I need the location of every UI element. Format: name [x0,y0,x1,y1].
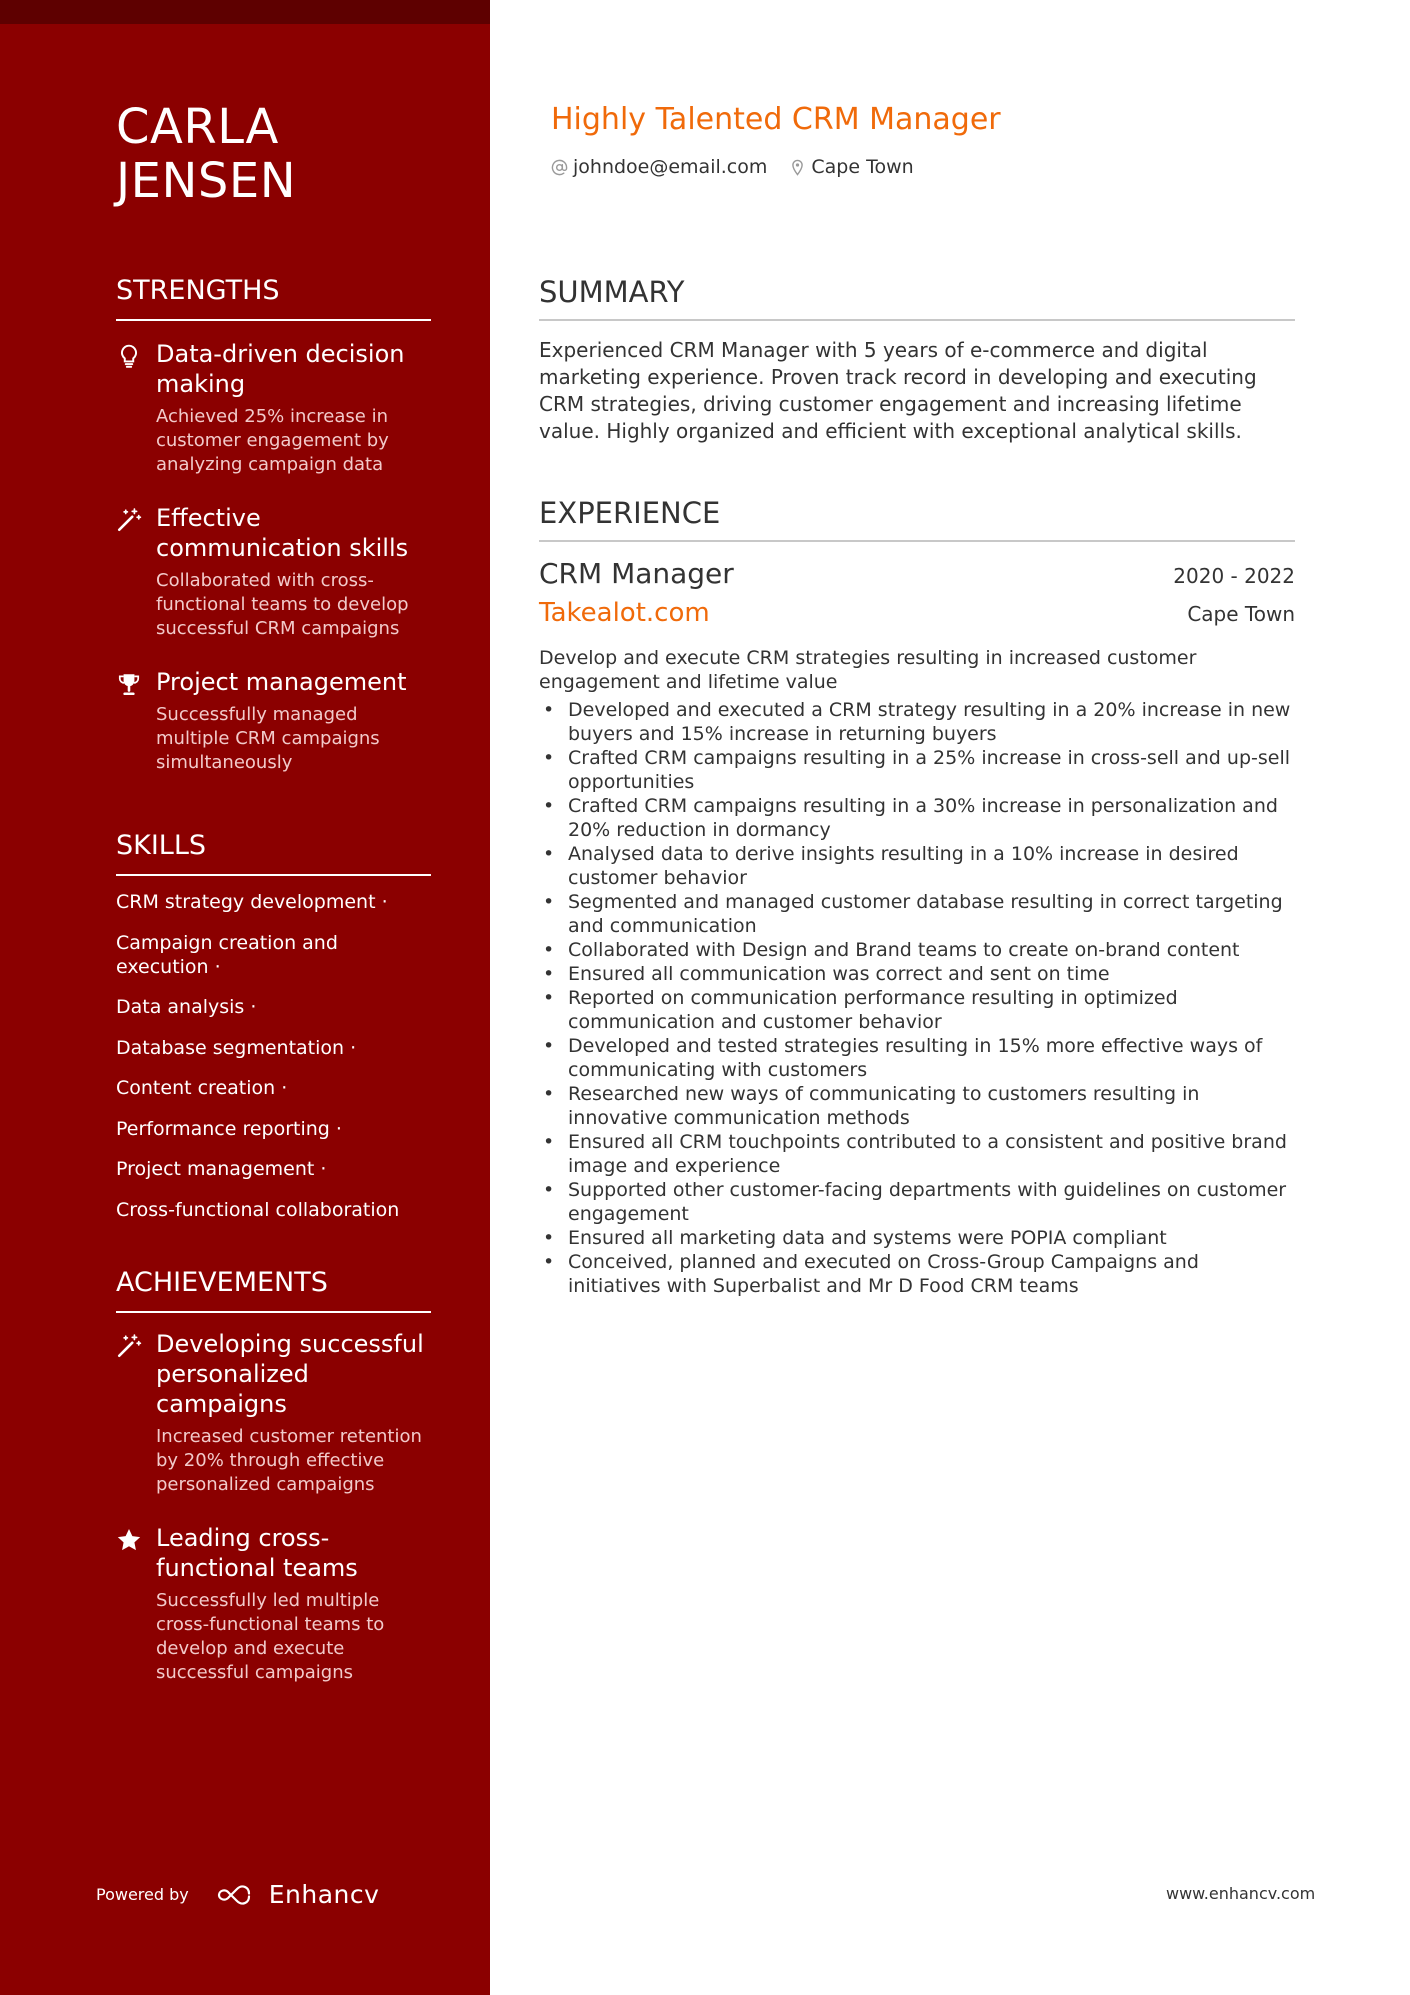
lightbulb-icon [116,343,142,369]
contact-info [551,156,914,178]
job-dates: 2020 - 2022 [1173,564,1295,588]
powered-by [96,1880,379,1909]
skill-item: Performance reporting · [116,1117,342,1140]
bullet-item: • Reported on communication performance resulting in optimized communication and customer behavior [539,986,1295,1034]
brand-name: Enhancv [268,1880,380,1909]
magic-wand-icon [116,507,142,533]
powered-by-label: Powered by [96,1885,189,1904]
summary-section [539,275,1295,445]
bullet-item: • Developed and executed a CRM strategy resulting in a 20% increase in new buyers and 15% increase in returning buyers [539,698,1295,746]
company-name[interactable]: Takealot.com [539,598,710,628]
name-line-2: JENSEN [116,153,297,209]
achievement-description: Successfully led multiple cross-functional teams to develop and execute successful campaigns [156,1590,385,1683]
strength-title: Data-driven decision making [156,340,405,398]
location-text: Cape Town [811,156,914,178]
strength-item [116,667,431,775]
bullet-item: • Analysed data to derive insights resulting in a 10% increase in desired customer behavior [539,842,1295,890]
strength-description: Collaborated with cross-functional teams to develop successful CRM campaigns [156,570,409,639]
skills-list [116,890,431,1222]
skill-item: Database segmentation · [116,1036,357,1059]
at-icon [551,159,568,176]
skill-item: Data analysis · [116,996,257,1018]
achievements-section [116,1267,431,1685]
skills-heading: SKILLS [116,830,431,876]
strength-title: Project management [156,668,407,696]
bullet-item: • Ensured all CRM touchpoints contributed to a consistent and positive brand image and experience [539,1130,1295,1178]
skill-item: Content creation · [116,1077,288,1099]
trophy-icon [116,671,142,697]
strength-item [116,339,431,477]
name-line-1: CARLA [116,99,279,155]
email-text: johndoe@email.com [573,156,768,178]
achievement-title: Leading cross-functional teams [156,1524,358,1582]
strength-description: Successfully managed multiple CRM campaigns simultaneously [156,704,380,773]
skills-section [116,830,431,1238]
bullet-item: • Supported other customer-facing departments with guidelines on customer engagement [539,1178,1295,1226]
job-bullets [539,698,1295,1298]
bullet-item: • Crafted CRM campaigns resulting in a 25% increase in cross-sell and up-sell opportunities [539,746,1295,794]
skill-item: Campaign creation and execution · [116,931,338,978]
website-link[interactable]: www.enhancv.com [1166,1884,1316,1903]
bullet-item: • Segmented and managed customer database resulting in correct targeting and communication [539,890,1295,938]
job-title: CRM Manager [539,557,734,590]
bullet-item: • Conceived, planned and executed on Cross-Group Campaigns and initiatives with Superbalist and Mr D Food CRM teams [539,1250,1295,1298]
skill-item: CRM strategy development · [116,891,388,913]
headline: Highly Talented CRM Manager [551,102,1001,137]
job-subheader [539,596,1295,630]
bullet-item: • Developed and tested strategies resulting in 15% more effective ways of communicating with customers [539,1034,1295,1082]
bullet-item: • Crafted CRM campaigns resulting in a 30% increase in personalization and 20% reduction in dormancy [539,794,1295,842]
achievement-item [116,1329,431,1497]
star-icon [116,1527,142,1553]
achievement-title: Developing successful personalized campaigns [156,1330,424,1418]
location-pin-icon [789,159,806,176]
summary-heading: SUMMARY [539,275,1295,321]
strength-description: Achieved 25% increase in customer engagement by analyzing campaign data [156,406,389,475]
summary-text: Experienced CRM Manager with 5 years of e-commerce and digital marketing experience. Proven track record in developing and executing CRM strategies, driving customer engagement and increasing lifetime value. Highly organized and efficient with exceptional analytical skills. [539,338,1257,443]
skill-item: Cross-functional collaboration [116,1198,400,1221]
enhancv-logo-icon [215,1884,261,1906]
contact-location [789,156,913,178]
bullet-item: • Ensured all communication was correct and sent on time [539,962,1295,986]
strength-title: Effective communication skills [156,504,409,562]
job-header [539,556,1295,592]
skill-item: Project management · [116,1158,327,1180]
strength-item [116,503,431,641]
bullet-item: • Collaborated with Design and Brand teams to create on-brand content [539,938,1295,962]
magic-wand-icon [116,1333,142,1359]
experience-heading: EXPERIENCE [539,496,1295,542]
job-description: Develop and execute CRM strategies resulting in increased customer engagement and lifetime value [539,647,1197,693]
job-location: Cape Town [1187,602,1295,626]
achievement-item [116,1523,431,1685]
achievement-description: Increased customer retention by 20% through effective personalized campaigns [156,1426,422,1495]
achievements-heading: ACHIEVEMENTS [116,1267,431,1313]
bullet-item: • Ensured all marketing data and systems were POPIA compliant [539,1226,1295,1250]
bullet-item: • Researched new ways of communicating to customers resulting in innovative communication methods [539,1082,1295,1130]
contact-email[interactable] [551,156,767,178]
experience-section [539,496,1295,1298]
candidate-name [116,100,296,208]
job-entry [539,556,1295,1298]
sidebar-top-bar [0,0,490,24]
strengths-section [116,275,431,775]
sidebar [0,0,490,1995]
strengths-heading: STRENGTHS [116,275,431,321]
